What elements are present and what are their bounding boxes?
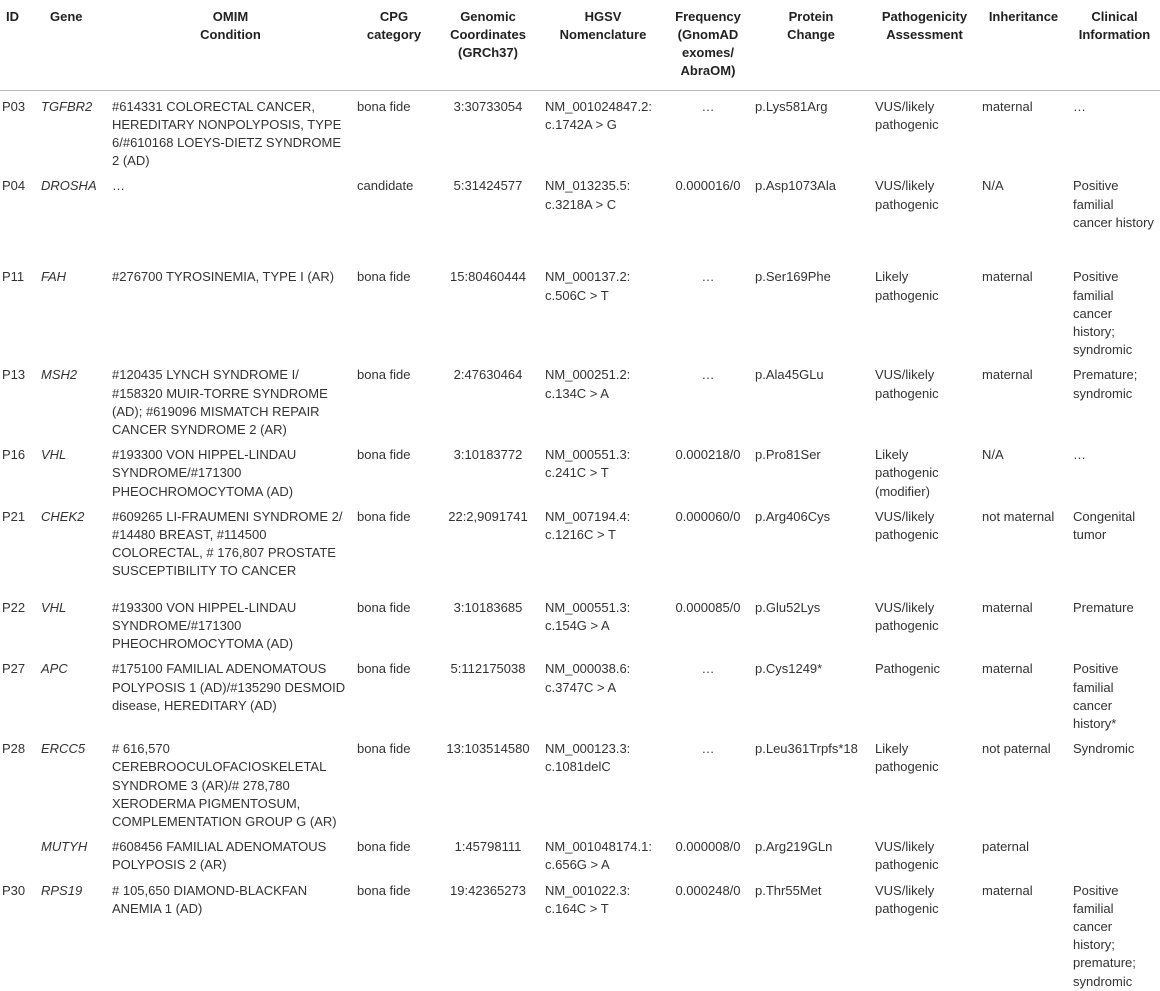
cell-cpg: bona fide [357, 661, 411, 677]
cell-inheritance: maternal [982, 269, 1033, 285]
cell-inheritance: N/A [982, 178, 1004, 194]
cell-id: P16 [2, 447, 26, 463]
cell-protein: p.Thr55Met [755, 882, 822, 898]
cell-inheritance: not maternal [982, 508, 1055, 524]
table-row [0, 439, 1160, 501]
cell-clinical: Premature; syndromic [1073, 367, 1138, 401]
cell-id: P27 [2, 661, 26, 677]
cell-coordinates: 5:112175038 [450, 661, 526, 677]
cell-clinical [1069, 831, 1160, 874]
table-row [0, 90, 1160, 170]
cell-coordinates: 3:10183772 [453, 447, 523, 463]
table-row [0, 359, 1160, 439]
cell-coordinates: 3:30733054 [453, 98, 523, 114]
cell-protein: p.Lys581Arg [755, 98, 828, 114]
cell-inheritance: N/A [982, 447, 1004, 463]
cell-coordinates: 19:42365273 [450, 882, 526, 898]
header-omim: OMIM Condition [108, 0, 353, 90]
cell-frequency: 0.000008/0 [675, 839, 741, 855]
cell-frequency: … [701, 269, 715, 285]
cell-id: P11 [2, 269, 25, 285]
cell-inheritance: not paternal [982, 741, 1051, 757]
cell-cpg: candidate [357, 178, 414, 194]
table-row [0, 170, 1160, 261]
cell-frequency: 0.000248/0 [675, 882, 741, 898]
cell-gene: RPS19 [41, 882, 83, 898]
cell-omim: #276700 TYROSINEMIA, TYPE I (AR) [112, 269, 335, 285]
table-row [0, 501, 1160, 592]
cell-frequency: … [701, 367, 715, 383]
cell-pathogenicity: VUS/likely pathogenic [875, 882, 939, 916]
cell-frequency: 0.000218/0 [675, 447, 741, 463]
cell-protein: p.Arg219GLn [755, 839, 833, 855]
cell-cpg: bona fide [357, 447, 411, 463]
cell-hgsv: NM_007194.4: c.1216C > T [545, 508, 631, 542]
cell-coordinates: 15:80460444 [450, 269, 526, 285]
cell-cpg: bona fide [357, 882, 411, 898]
cell-cpg: bona fide [357, 98, 411, 114]
cell-gene: MSH2 [41, 367, 78, 383]
cell-coordinates: 5:31424577 [453, 178, 523, 194]
cell-frequency: 0.000060/0 [675, 508, 741, 524]
table-row [0, 592, 1160, 654]
cell-frequency: … [701, 98, 715, 114]
cell-pathogenicity: VUS/likely pathogenic [875, 599, 939, 633]
cell-id: P13 [2, 367, 26, 383]
cell-cpg: bona fide [357, 269, 411, 285]
cell-hgsv: NM_000137.2: c.506C > T [545, 269, 631, 303]
cell-inheritance: maternal [982, 98, 1033, 114]
cell-inheritance: maternal [982, 661, 1033, 677]
cell-clinical: Premature [1073, 599, 1134, 615]
cell-pathogenicity: VUS/likely pathogenic [875, 98, 939, 132]
cell-gene: MUTYH [41, 839, 88, 855]
cell-cpg: bona fide [357, 741, 411, 757]
cell-gene: VHL [41, 447, 67, 463]
cell-cpg: bona fide [357, 839, 411, 855]
cell-gene: ERCC5 [41, 741, 86, 757]
cell-cpg: bona fide [357, 599, 411, 615]
cell-protein: p.Glu52Lys [755, 599, 821, 615]
cell-omim: #608456 FAMILIAL ADENOMATOUS POLYPOSIS 2 (AR) [112, 839, 327, 873]
cell-protein: p.Cys1249* [755, 661, 823, 677]
cell-pathogenicity: Likely pathogenic (modifier) [875, 447, 939, 499]
cell-hgsv: NM_001048174.1: c.656G > A [545, 839, 652, 873]
cell-hgsv: NM_000551.3: c.241C > T [545, 447, 631, 481]
cell-hgsv: NM_013235.5: c.3218A > C [545, 178, 631, 212]
cell-hgsv: NM_000251.2: c.134C > A [545, 367, 631, 401]
cell-id: P28 [2, 741, 26, 757]
cell-gene: DROSHA [41, 178, 97, 194]
header-row [0, 0, 1160, 90]
cell-id: P22 [2, 599, 26, 615]
cell-omim: #193300 VON HIPPEL-LINDAU SYNDROME/#171300 PHEOCHROMOCYTOMA (AD) [112, 599, 297, 652]
cell-omim: … [112, 178, 125, 194]
cell-clinical: … [1073, 98, 1086, 114]
cell-coordinates: 22:2,9091741 [448, 508, 528, 524]
cell-pathogenicity: Likely pathogenic [875, 269, 939, 303]
header-gene: Gene [36, 0, 108, 90]
cell-gene: TGFBR2 [41, 98, 93, 114]
cell-pathogenicity: VUS/likely pathogenic [875, 839, 939, 873]
cell-omim: #175100 FAMILIAL ADENOMATOUS POLYPOSIS 1 (AD)/#135290 DESMOID disease, HEREDITARY (AD) [112, 661, 346, 713]
cell-pathogenicity: Pathogenic [875, 661, 941, 677]
cell-protein: p.Ala45GLu [755, 367, 824, 383]
cell-hgsv: NM_000038.6: c.3747C > A [545, 661, 631, 695]
cell-omim: #614331 COLORECTAL CANCER, HEREDITARY NONPOLYPOSIS, TYPE 6/#610168 LOEYS-DIETZ SYNDROME 2 (AD) [112, 98, 342, 169]
header-clinical: Clinical Information [1069, 0, 1160, 90]
cell-pathogenicity: VUS/likely pathogenic [875, 508, 939, 542]
cell-clinical: Positive familial cancer history [1073, 178, 1154, 230]
cell-gene: FAH [41, 269, 67, 285]
cell-clinical: Positive familial cancer history; premature; syndromic [1073, 882, 1136, 989]
cell-inheritance: maternal [982, 599, 1033, 615]
cell-clinical: … [1073, 447, 1086, 463]
header-id: ID [0, 0, 36, 90]
cell-inheritance: maternal [982, 367, 1033, 383]
cell-omim: #193300 VON HIPPEL-LINDAU SYNDROME/#171300 PHEOCHROMOCYTOMA (AD) [112, 447, 297, 499]
cell-clinical: Positive familial cancer history; syndromic [1073, 269, 1133, 358]
cell-coordinates: 13:103514580 [446, 741, 530, 757]
header-frequency: Frequency (GnomAD exomes/ AbraOM) [665, 0, 751, 90]
cell-frequency: … [701, 661, 715, 677]
cell-gene: CHEK2 [41, 508, 85, 524]
header-cpg: CPG category [353, 0, 435, 90]
cell-omim: #120435 LYNCH SYNDROME I/ #158320 MUIR-TORRE SYNDROME (AD); #619096 MISMATCH REPAIR CANCER SYNDROME 2 (AR) [112, 367, 328, 437]
cell-pathogenicity: VUS/likely pathogenic [875, 178, 939, 212]
header-pathogenicity: Pathogenicity Assessment [871, 0, 978, 90]
cell-cpg: bona fide [357, 367, 411, 383]
cell-hgsv: NM_000551.3: c.154G > A [545, 599, 631, 633]
cell-coordinates: 1:45798111 [454, 839, 522, 855]
cell-cpg: bona fide [357, 508, 411, 524]
cell-pathogenicity: VUS/likely pathogenic [875, 367, 939, 401]
cell-omim: #609265 LI-FRAUMENI SYNDROME 2/ #14480 BREAST, #114500 COLORECTAL, # 176,807 PROSTATE SUSCEPTIBILITY TO CANCER [112, 508, 343, 579]
cell-id: P04 [2, 178, 26, 194]
header-protein-change: Protein Change [751, 0, 871, 90]
header-hgsv: HGSV Nomenclature [541, 0, 665, 90]
cell-clinical: Syndromic [1073, 741, 1135, 757]
cell-coordinates: 2:47630464 [453, 367, 523, 383]
cell-inheritance: paternal [982, 839, 1029, 855]
cell-protein: p.Arg406Cys [755, 508, 831, 524]
cell-id: P21 [2, 508, 26, 524]
cell-pathogenicity: Likely pathogenic [875, 741, 939, 775]
cell-protein: p.Ser169Phe [755, 269, 831, 285]
cell-id: P03 [2, 98, 26, 114]
cell-protein: p.Pro81Ser [755, 447, 821, 463]
cell-coordinates: 3:10183685 [453, 599, 523, 615]
cell-id: P30 [2, 882, 26, 898]
table-row [0, 653, 1160, 733]
cell-id [0, 831, 36, 874]
cell-hgsv: NM_000123.3: c.1081delC [545, 741, 631, 775]
table-row [0, 733, 1160, 831]
table-row [0, 261, 1160, 359]
cell-hgsv: NM_001024847.2: c.1742A > G [545, 98, 652, 132]
table-row [0, 831, 1160, 874]
cell-clinical: Congenital tumor [1073, 508, 1136, 542]
cell-protein: p.Asp1073Ala [755, 178, 836, 194]
cell-hgsv: NM_001022.3: c.164C > T [545, 882, 631, 916]
cell-omim: # 616,570 CEREBROOCULOFACIOSKELETAL SYNDROME 3 (AR)/# 278,780 XERODERMA PIGMENTOSUM, COMPLEMENTATION GROUP G (AR) [112, 741, 337, 829]
cell-gene: VHL [41, 599, 67, 615]
cell-frequency: 0.000016/0 [675, 178, 741, 194]
cell-inheritance: maternal [982, 882, 1033, 898]
cell-gene: APC [41, 661, 68, 677]
cell-frequency: 0.000085/0 [675, 599, 741, 615]
header-coordinates: Genomic Coordinates (GRCh37) [435, 0, 541, 90]
cell-protein: p.Leu361Trpfs*18 [755, 741, 858, 757]
cell-frequency: … [701, 741, 715, 757]
cell-clinical: Positive familial cancer history* [1073, 661, 1119, 731]
table-row [0, 875, 1160, 991]
cell-omim: # 105,650 DIAMOND-BLACKFAN ANEMIA 1 (AD) [112, 882, 308, 916]
header-inheritance: Inheritance [978, 0, 1069, 90]
